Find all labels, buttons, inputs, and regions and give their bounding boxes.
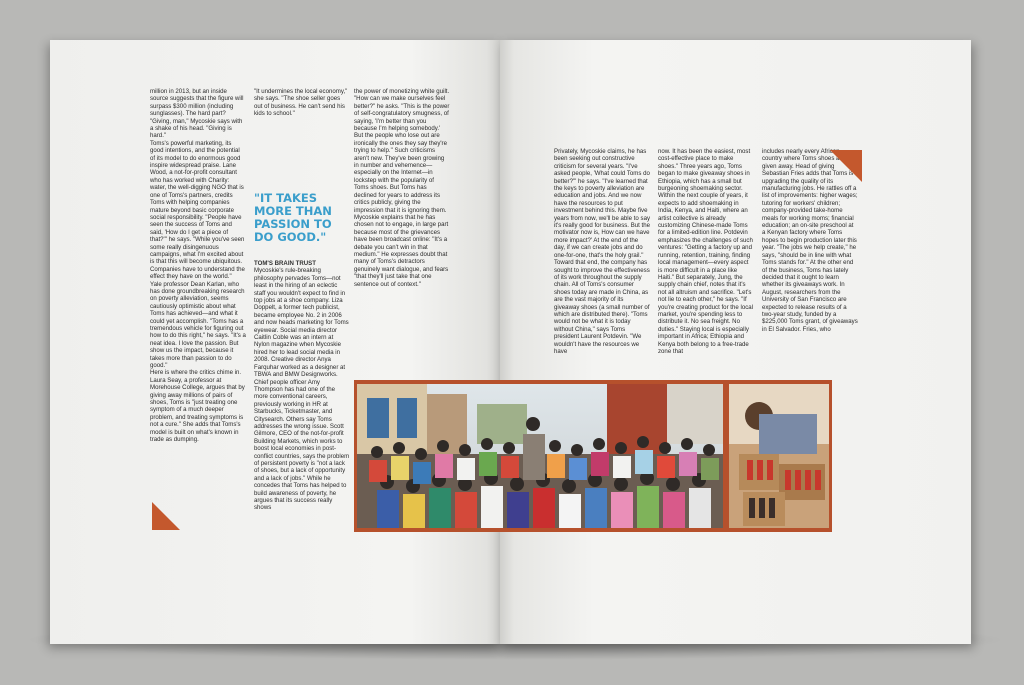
article-column-1	[150, 88, 246, 444]
paragraph: Mycoskie's rule-breaking philosophy pervades Toms—not least in the hiring of an eclectic staff you wouldn't expect to find in top jobs at a shoe company. Liza Doppelt, a former tech publicist, became employee No. 2 in 2006 and now heads marketing for Toms eyewear. Social media director Caitlin Coble was an intern at Nylon magazine when Mycoskie hired her to lead social media in 2008. Creative director Anya Farquhar worked as a designer at TBWA and BMW Designworks. Chief people officer Amy Thompson has had one of the more conventional careers, previously working in HR at Starbucks, Ticketmaster, and Citysearch. Others say Toms addresses the wrong issue. Scott Gilmore, CEO of the not-for-profit Building Markets, which works to boost local economies in post-conflict countries, says the problem of persistent poverty is "not a lack of shoes, but a lack of opportunity and a lack of jobs." While he concedes that Toms has helped to build awareness of poverty, he argues that its success really shows	[254, 267, 350, 512]
left-page	[50, 40, 500, 644]
article-column-2	[254, 88, 350, 118]
paragraph: Privately, Mycoskie claims, he has been seeking out constructive criticism for several years. "I've asked people, 'What could Toms do better?'" he says. "I've learned that the keys to poverty alleviation are education and jobs. And we now have the resources to put investment behind this. Maybe five years from now, we'll be able to say it's really good for business. But the motivator now is, How can we have more impact?' At the end of the day, if we can create jobs and do one-for-one, that's the holy grail." Toward that end, the company has sought to improve the effectiveness of its work throughout the supply chain. All of Toms's consumer shoes today are made in China, as are the vast majority of its giveaway shoes (a small number of which are distributed there). "Toms would not be what it is today without China," says Toms president Laurent Potdevin. "We wouldn't have the resources we have	[554, 148, 651, 355]
paragraph: "It undermines the local economy," she says. "The shoe seller goes out of business. He can't send his kids to school."	[254, 88, 348, 118]
shoe-boxes-photo	[729, 384, 829, 528]
paragraph: the power of monetizing white guilt. "How can we make ourselves feel better?" he asks. "This is the power of self-congratulatory smugness, of saying, 'I'm better than you because I'm helping somebody.' But the people who lose out are ironically the ones they say they're trying to help." Such criticisms aren't new. They've been growing in number and vehemence—especially on the Internet—in lockstep with the popularity of Toms shoes. But Toms has declined for years to address its critics publicly, giving the impression that it is ignoring them. Mycoskie explains that he has chosen not to engage, in large part because most of the grievances have been broadcast online: "It's a debate you can't win in that medium." He expresses doubt that many of Toms's detractors genuinely want dialogue, and fears "that they'll just take that one sentence out of context."	[354, 88, 450, 288]
article-column-5	[658, 148, 754, 355]
paragraph: Here is where the critics chime in. Laura Seay, a professor at Morehouse College, argues that by giving away millions of pairs of shoes, Toms is "just treating one symptom of a much deeper problem, and treating symptoms is not a cure." She adds that Toms's model is built on what's known in trade as dumping.	[150, 369, 245, 444]
paragraph: Yale professor Dean Karlan, who has done groundbreaking research on poverty alleviation, seems cautiously optimistic about what Toms has achieved—and what it could yet accomplish. "Toms has a tremendous vehicle for figuring out how to do this right," he says. "It's a neat idea. I love the passion. But show us the impact, because it takes more than passion to do good."	[150, 280, 246, 370]
corner-accent	[830, 150, 862, 182]
paragraph: million in 2013, but an inside source suggests that the figure will surpass $300 million (including sunglasses). The hard part? "Giving, man," Mycoskie says with a shake of his head. "Giving is hard."	[150, 88, 244, 140]
right-page	[500, 40, 971, 644]
group-of-children-photo	[357, 384, 723, 528]
section-subhead: TOM'S BRAIN TRUST	[254, 260, 316, 267]
paragraph: Toms's powerful marketing, its good intentions, and the potential of its model to do enormous good inspire widespread praise. Lane Wood, a not-for-profit consultant who has worked with Charity: water, the well-digging NGO that is one of Toms's partners, credits Toms with helping companies mature beyond basic corporate social responsibility. "People have seen the success of Toms and said, 'How do I get a piece of that?'" he says. "While you've seen some really disingenuous campaigns, what I'm excited about is that this will become ubiquitous. Companies have to understand the effect they have on the world."	[150, 139, 245, 281]
article-column-3	[354, 88, 450, 288]
pull-quote: "IT TAKES MORE THAN PASSION TO DO GOOD."	[254, 191, 332, 244]
paragraph: now. It has been the easiest, most cost-effective place to make shoes." Three years ago, Toms began to make giveaway shoes in Ethiopia, which has a small but burgeoning shoemaking sector. Within the next couple of years, it expects to add shoemaking in India, Kenya, and Haiti, where an artist collective is already customizing Chinese-made Toms for a limited-edition line. Potdevin emphasizes the challenges of such ventures: "Getting a factory up and running, retention, training, finding local management—every aspect is more difficult in a place like Haiti." But separately, Jung, the supply chain chief, notes that it's not all altruism and sacrifice. "Let's not lie to each other," he says. "If you're creating product for the local market, you're spending less to distribute it. No sea freight. No duties." Staying local is especially important in Africa; Ethiopia and Kenya both belong to a free-trade zone that	[658, 148, 753, 355]
article-column-4	[554, 148, 650, 355]
paragraph: includes nearly every African country where Toms shoes are given away. Head of giving Sebastian Fries adds that Toms is upgrading the quality of its manufacturing jobs. He rattles off a list of improvements: higher wages; tutoring for workers' children; company-provided take-home meals for working moms; financial education; an on-site preschool at a Kenyan factory where Toms hopes to begin production later this year. "The jobs we help create," he says, "should be in line with what Toms stands for." At the other end of the business, Toms has lately decided that it ought to learn whether its giveaways work. In August, researchers from the University of San Francisco are expected to release results of a two-year study, funded by a $225,000 Toms grant, of giveaways in El Salvador. Fries, who	[762, 148, 858, 333]
corner-accent	[152, 502, 180, 530]
article-column-2-body	[254, 260, 350, 512]
